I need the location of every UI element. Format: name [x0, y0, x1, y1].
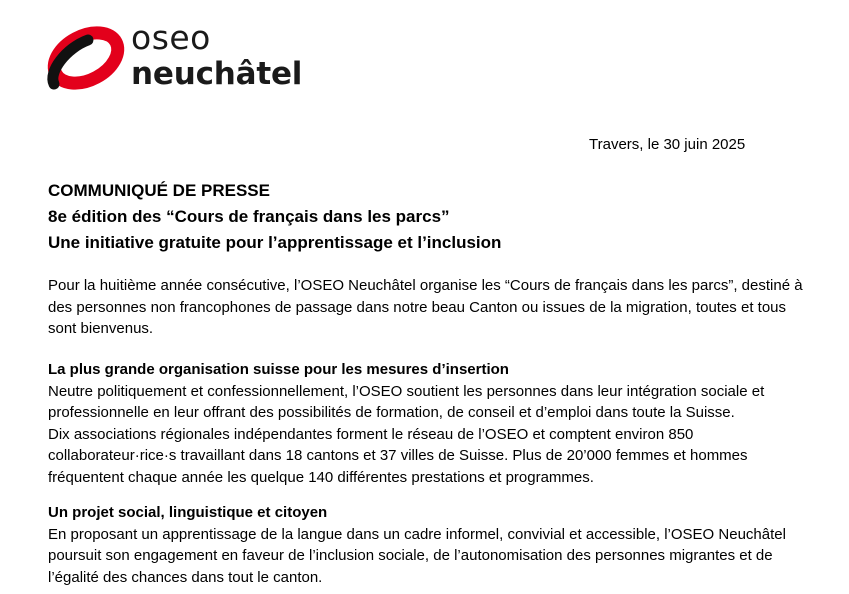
section-heading: La plus grande organisation suisse pour les mesures d’insertion [48, 361, 509, 378]
section-insertion [48, 359, 818, 488]
logo-text-oseo: oseo [131, 18, 211, 57]
intro-paragraph [48, 275, 818, 340]
document-date: Travers, le 30 juin 2025 [589, 136, 746, 153]
section-paragraph: En proposant un apprentissage de la langue dans un cadre informel, convivial et accessible, l’OSEO Neuchâtel poursuit son engagement en faveur de l’inclusion sociale, de l’autonomisation des personnes migrantes et de l’égalité des chances dans tout le canton. [48, 525, 786, 586]
logo [44, 18, 304, 98]
oseo-ring-icon [44, 18, 128, 98]
section-heading: Un projet social, linguistique et citoyen [48, 504, 328, 521]
press-header [48, 178, 501, 256]
section-paragraph: Neutre politiquement et confessionnellement, l’OSEO soutient les personnes dans leur intégration sociale et professionnelle en leur offrant des possibilités de formation, de conseil et d’emploi dans toute la Suisse. [48, 382, 765, 421]
page-title: 8e édition des “Cours de français dans les parcs” [48, 207, 450, 226]
press-label: COMMUNIQUÉ DE PRESSE [48, 181, 270, 200]
page-subtitle: Une initiative gratuite pour l’apprentissage et l’inclusion [48, 233, 502, 252]
section-projet [48, 502, 818, 588]
logo-text-neuchatel: neuchâtel [131, 56, 303, 92]
intro-text: Pour la huitième année consécutive, l’OSEO Neuchâtel organise les “Cours de français dans les parcs”, destiné à des personnes non francophones de passage dans notre beau Canton ou issues de la migration, toutes et tous sont bienvenus. [48, 277, 803, 337]
section-paragraph: Dix associations régionales indépendantes forment le réseau de l’OSEO et comptent environ 850 collaborateur·rice·s travaillant dans 18 cantons et 37 villes de Suisse. Plus de 20’000 femmes et hommes fréquentent chaque année les quelque 140 différentes prestations et programmes. [48, 425, 748, 486]
